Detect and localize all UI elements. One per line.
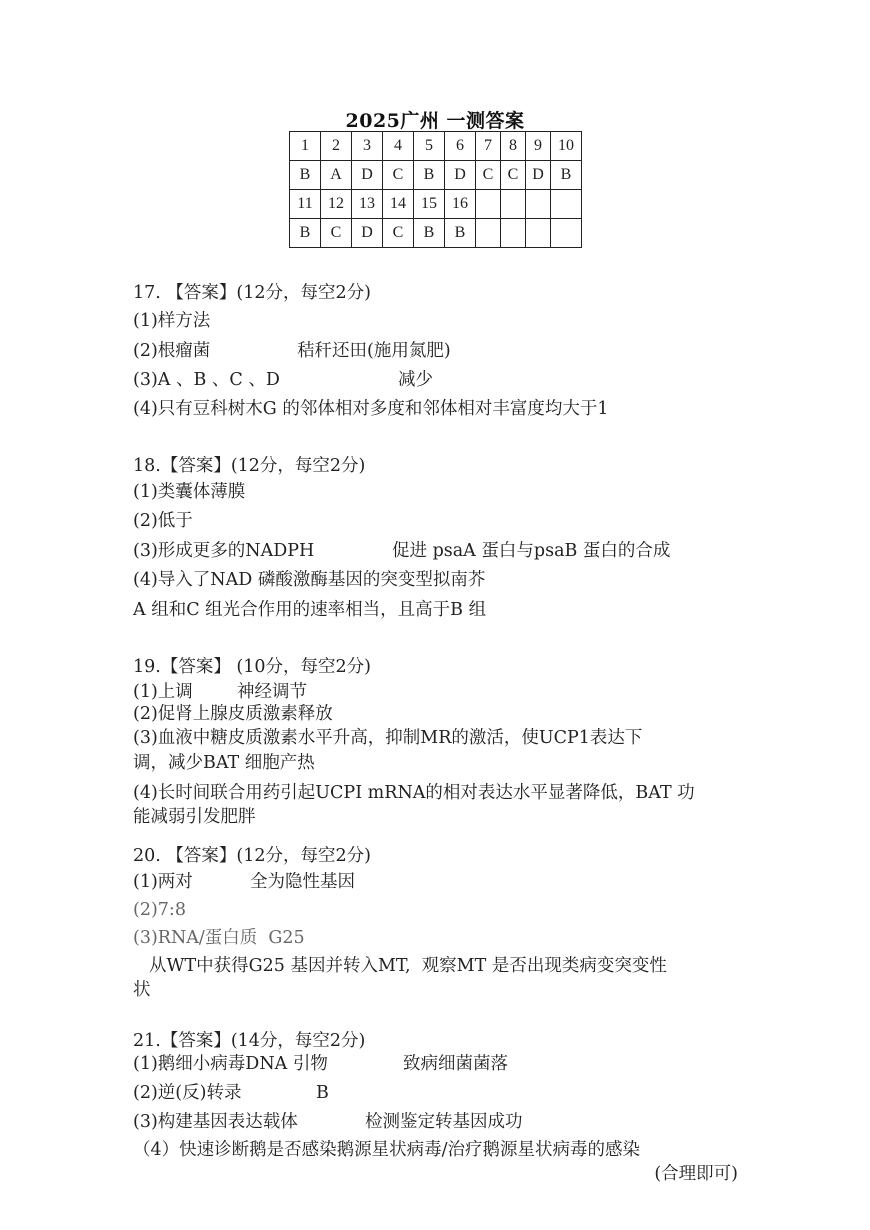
table-cell: B bbox=[445, 219, 476, 248]
table-cell: 7 bbox=[476, 132, 501, 161]
q19-answer-4b: 能减弱引发肥胖 bbox=[133, 807, 256, 827]
q17-answer-2b: 秸秆还田(施用氮肥) bbox=[297, 341, 451, 361]
table-cell: 3 bbox=[352, 132, 383, 161]
table-cell: 11 bbox=[290, 190, 321, 219]
table-cell: B bbox=[290, 161, 321, 190]
table-cell: D bbox=[352, 161, 383, 190]
q18-answer-5: A 组和C 组光合作用的速率相当，且高于B 组 bbox=[133, 600, 487, 620]
table-cell: B bbox=[551, 161, 582, 190]
q19-header: 19.【答案】 (10分，每空2分) bbox=[133, 657, 371, 677]
q20-answer-2: (2)7:8 bbox=[133, 900, 186, 920]
q17-header: 17. 【答案】(12分，每空2分) bbox=[133, 283, 371, 303]
table-cell: 16 bbox=[445, 190, 476, 219]
table-cell: 10 bbox=[551, 132, 582, 161]
table-cell: C bbox=[501, 161, 526, 190]
table-cell: 8 bbox=[501, 132, 526, 161]
table-cell: B bbox=[414, 219, 445, 248]
q20-answer-1b: 全为隐性基因 bbox=[250, 872, 355, 892]
q17-answer-2a: (2)根瘤菌 bbox=[133, 341, 211, 361]
q19-answer-4a: (4)长时间联合用药引起UCPI mRNA的相对表达水平显著降低，BAT 功 bbox=[133, 783, 695, 803]
q18-answer-3b: 促进 psaA 蛋白与psaB 蛋白的合成 bbox=[392, 541, 671, 561]
q21-answer-2a: (2)逆(反)转录 bbox=[133, 1083, 242, 1103]
q18-answer-4: (4)导入了NAD 磷酸激酶基因的突变型拟南芥 bbox=[133, 570, 486, 590]
table-row bbox=[290, 161, 582, 190]
table-cell bbox=[526, 219, 551, 248]
table-cell: 2 bbox=[321, 132, 352, 161]
q20-header: 20. 【答案】(12分，每空2分) bbox=[133, 846, 371, 866]
page-title: 2025广州 一测答案 bbox=[345, 110, 525, 132]
table-cell: 5 bbox=[414, 132, 445, 161]
q17-answer-4: (4)只有豆科树木G 的邻体相对多度和邻体相对丰富度均大于1 bbox=[133, 399, 609, 419]
table-cell bbox=[526, 190, 551, 219]
q17-answer-1: (1)样方法 bbox=[133, 311, 211, 331]
q21-answer-2b: B bbox=[316, 1083, 329, 1103]
q21-answer-4: （4）快速诊断鹅是否感染鹅源星状病毒/治疗鹅源星状病毒的感染 bbox=[133, 1140, 641, 1160]
q19-answer-1a: (1)上调 bbox=[133, 682, 193, 702]
table-cell bbox=[551, 219, 582, 248]
table-cell: C bbox=[476, 161, 501, 190]
table-cell: 1 bbox=[290, 132, 321, 161]
q21-answer-3b: 检测鉴定转基因成功 bbox=[365, 1112, 523, 1132]
q18-answer-1: (1)类囊体薄膜 bbox=[133, 482, 246, 502]
q17-answer-3a: (3)A 、B 、C 、D bbox=[133, 370, 280, 390]
table-cell bbox=[476, 219, 501, 248]
table-cell: 9 bbox=[526, 132, 551, 161]
q20-answer-4b: 状 bbox=[133, 980, 151, 1000]
table-cell bbox=[476, 190, 501, 219]
table-cell: B bbox=[290, 219, 321, 248]
table-cell bbox=[501, 219, 526, 248]
q20-answer-1a: (1)两对 bbox=[133, 872, 193, 892]
table-cell: 4 bbox=[383, 132, 414, 161]
q21-header: 21.【答案】(14分，每空2分) bbox=[133, 1031, 366, 1051]
table-cell: B bbox=[414, 161, 445, 190]
table-row bbox=[290, 132, 582, 161]
table-row bbox=[290, 190, 582, 219]
table-cell: 13 bbox=[352, 190, 383, 219]
table-cell bbox=[501, 190, 526, 219]
table-cell: A bbox=[321, 161, 352, 190]
q18-answer-2: (2)低于 bbox=[133, 511, 193, 531]
table-cell: C bbox=[383, 219, 414, 248]
table-cell: 15 bbox=[414, 190, 445, 219]
table-cell: C bbox=[321, 219, 352, 248]
table-cell: 14 bbox=[383, 190, 414, 219]
q17-answer-3b: 减少 bbox=[398, 370, 433, 390]
q20-answer-3: (3)RNA/蛋白质 G25 bbox=[133, 928, 305, 948]
table-cell: D bbox=[352, 219, 383, 248]
table-cell: 6 bbox=[445, 132, 476, 161]
q19-answer-2: (2)促肾上腺皮质激素释放 bbox=[133, 704, 333, 724]
q19-answer-3a: (3)血液中糖皮质激素水平升高，抑制MR的激活，使UCP1表达下 bbox=[133, 728, 643, 748]
table-cell bbox=[551, 190, 582, 219]
q19-answer-1b: 神经调节 bbox=[237, 682, 307, 702]
table-cell: C bbox=[383, 161, 414, 190]
q21-answer-1b: 致病细菌菌落 bbox=[403, 1054, 508, 1074]
q18-header: 18.【答案】(12分，每空2分) bbox=[133, 456, 366, 476]
table-cell: D bbox=[445, 161, 476, 190]
table-cell: 12 bbox=[321, 190, 352, 219]
q21-answer-3a: (3)构建基因表达载体 bbox=[133, 1112, 298, 1132]
q18-answer-3a: (3)形成更多的NADPH bbox=[133, 541, 315, 561]
answer-table bbox=[289, 131, 582, 248]
q21-answer-note: (合理即可) bbox=[654, 1164, 738, 1184]
q19-answer-3b: 调，减少BAT 细胞产热 bbox=[133, 753, 315, 773]
q20-answer-4a: 从WT中获得G25 基因并转入MT, 观察MT 是否出现类病变突变性 bbox=[149, 956, 667, 976]
table-cell: D bbox=[526, 161, 551, 190]
table-row bbox=[290, 219, 582, 248]
q21-answer-1a: (1)鹅细小病毒DNA 引物 bbox=[133, 1054, 328, 1074]
